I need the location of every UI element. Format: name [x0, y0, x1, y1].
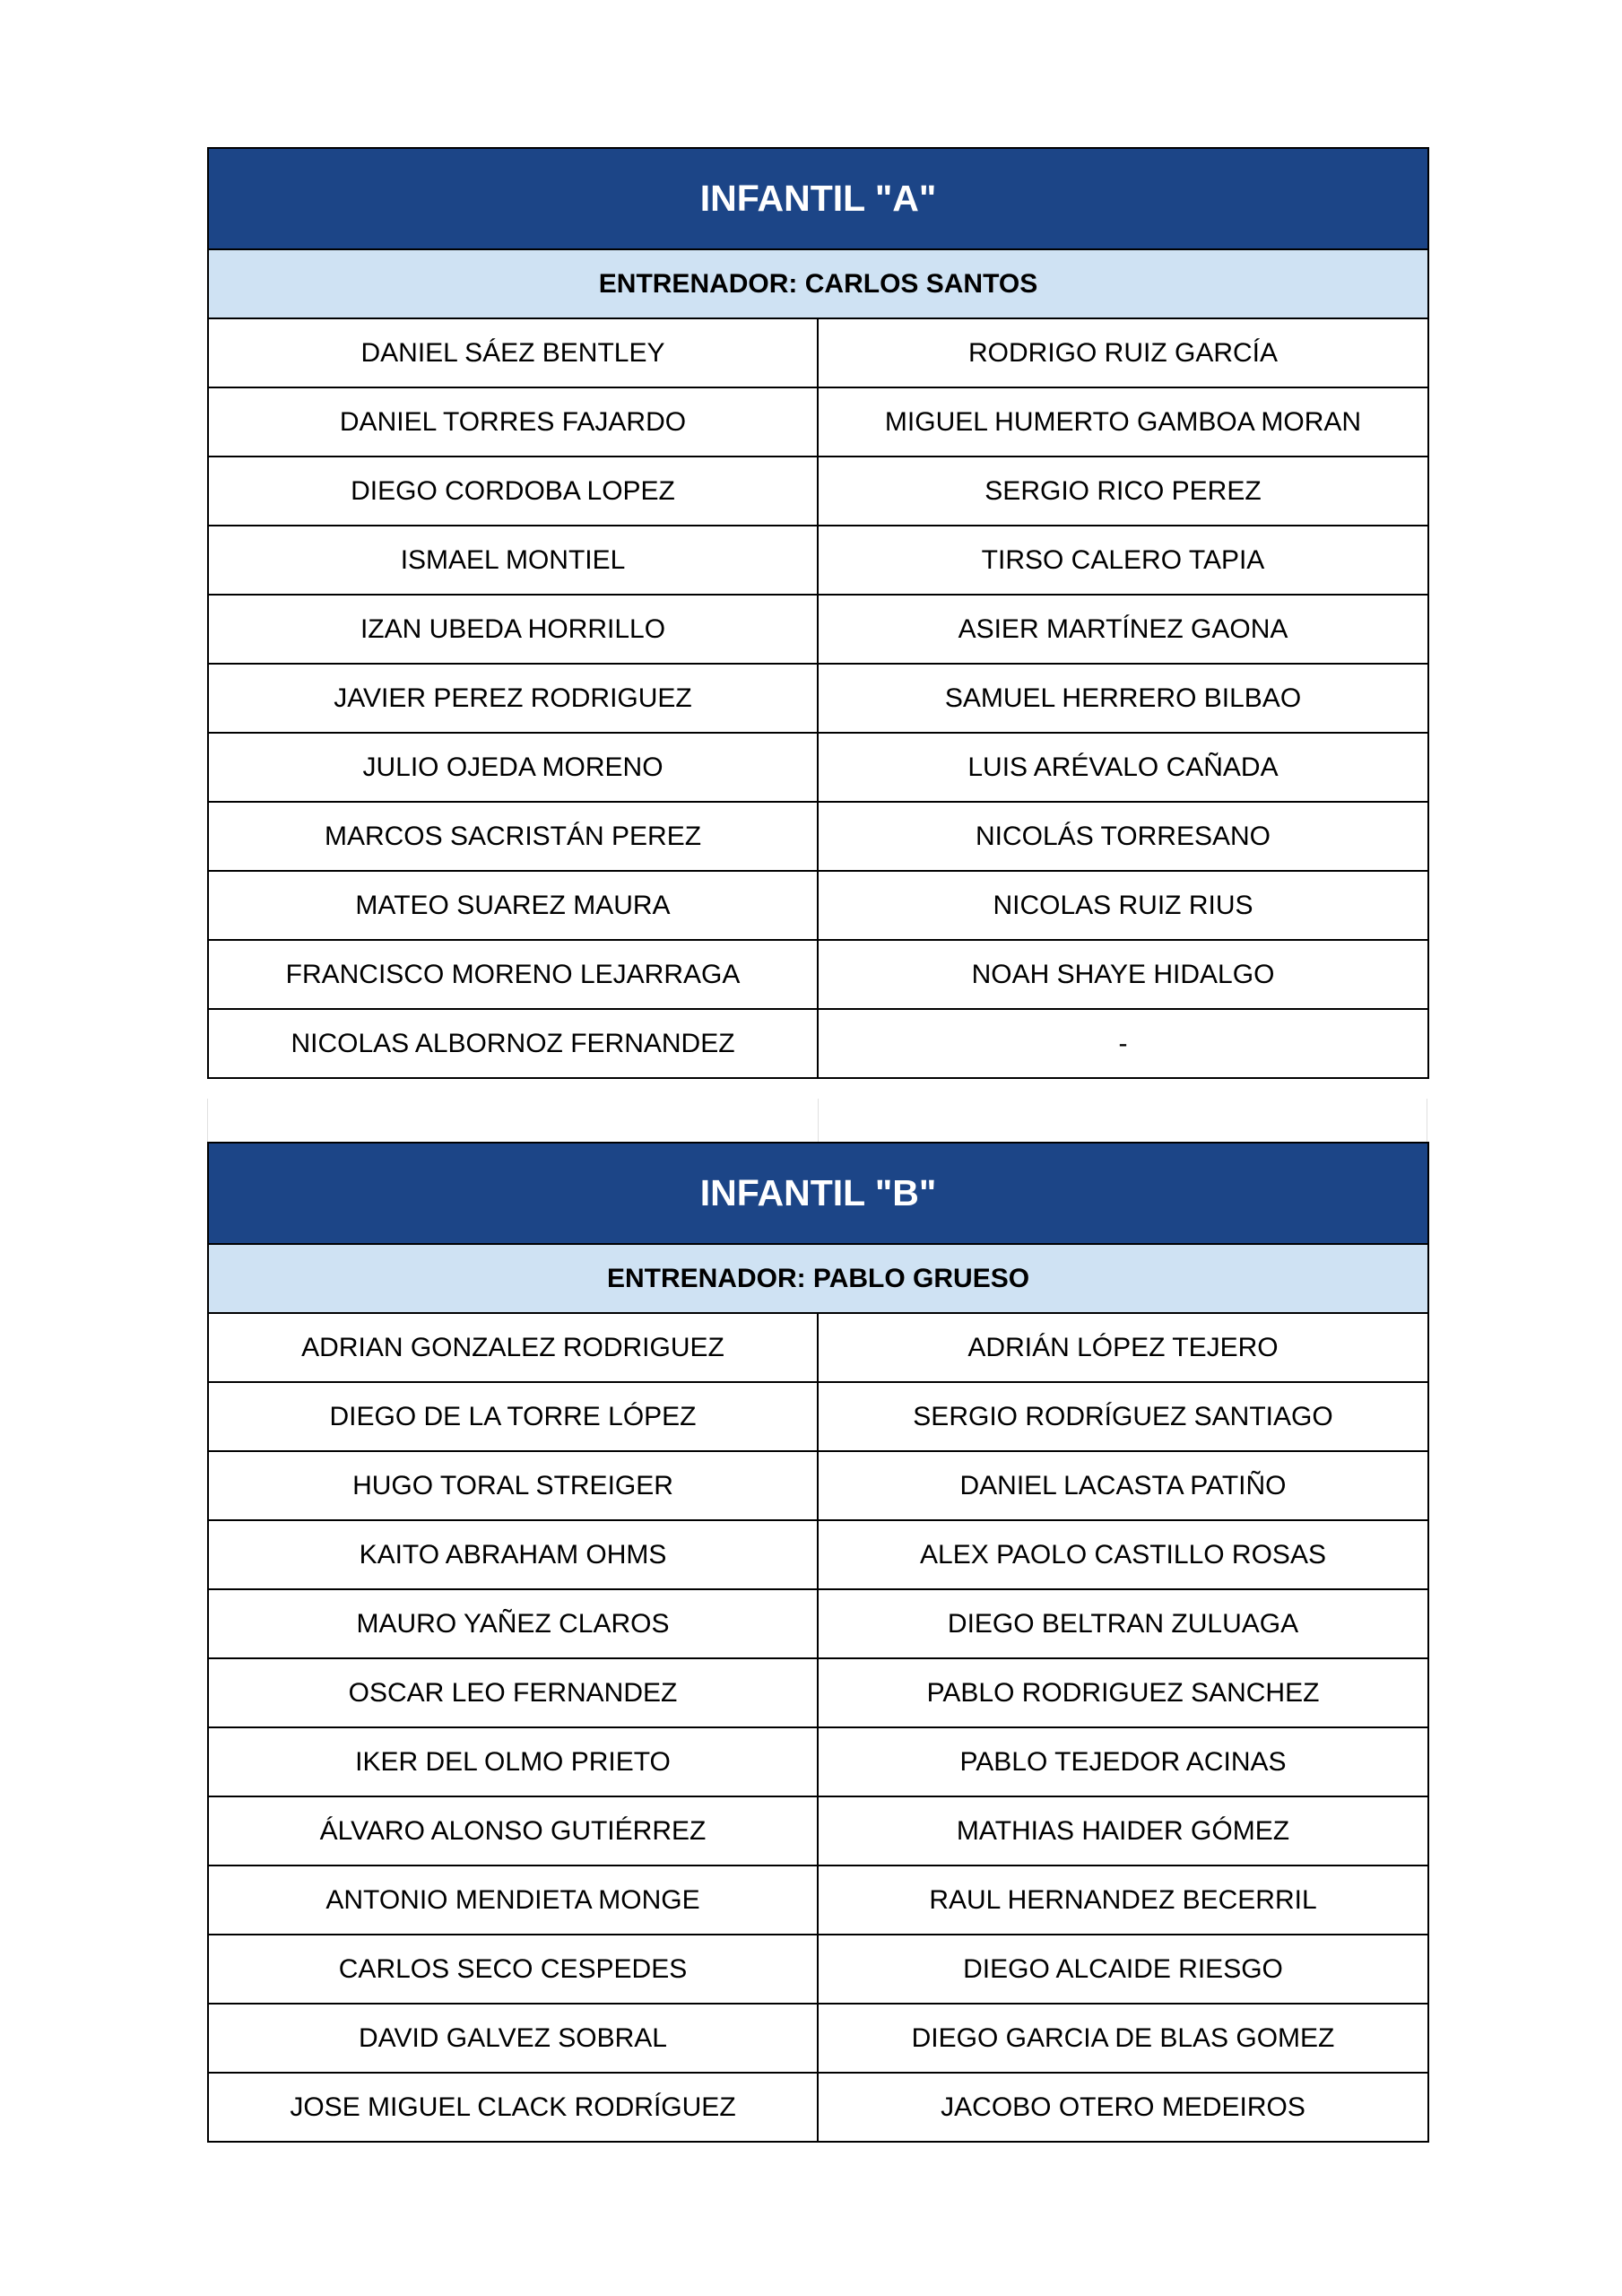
player-row: [208, 2073, 1428, 2142]
player-name-right: NICOLAS RUIZ RIUS: [818, 871, 1428, 940]
player-name-right: PABLO TEJEDOR ACINAS: [818, 1727, 1428, 1796]
player-row: [208, 1382, 1428, 1451]
player-row: [208, 2004, 1428, 2073]
player-name-left: DIEGO CORDOBA LOPEZ: [208, 457, 818, 526]
team-b-section: [207, 1142, 1427, 2143]
player-row: [208, 457, 1428, 526]
player-name-right: TIRSO CALERO TAPIA: [818, 526, 1428, 595]
player-name-left: KAITO ABRAHAM OHMS: [208, 1520, 818, 1589]
player-name-left: DAVID GALVEZ SOBRAL: [208, 2004, 818, 2073]
coach-row: [208, 249, 1428, 318]
player-name-left: IZAN UBEDA HORRILLO: [208, 595, 818, 664]
player-row: [208, 387, 1428, 457]
player-name-right: ALEX PAOLO CASTILLO ROSAS: [818, 1520, 1428, 1589]
player-name-left: CARLOS SECO CESPEDES: [208, 1935, 818, 2004]
player-name-right: LUIS ARÉVALO CAÑADA: [818, 733, 1428, 802]
player-name-left: JULIO OJEDA MORENO: [208, 733, 818, 802]
player-name-left: ISMAEL MONTIEL: [208, 526, 818, 595]
coach-name: ENTRENADOR: PABLO GRUESO: [208, 1244, 1428, 1313]
team-a-section: [207, 147, 1427, 1079]
team-a-table: [207, 147, 1429, 1079]
player-name-left: ADRIAN GONZALEZ RODRIGUEZ: [208, 1313, 818, 1382]
coach-row: [208, 1244, 1428, 1313]
player-name-right: MIGUEL HUMERTO GAMBOA MORAN: [818, 387, 1428, 457]
player-row: [208, 871, 1428, 940]
player-name-left: MARCOS SACRISTÁN PEREZ: [208, 802, 818, 871]
player-name-left: DIEGO DE LA TORRE LÓPEZ: [208, 1382, 818, 1451]
team-a-body: [208, 148, 1428, 1078]
player-row: [208, 1313, 1428, 1382]
player-name-left: IKER DEL OLMO PRIETO: [208, 1727, 818, 1796]
player-name-left: DANIEL SÁEZ BENTLEY: [208, 318, 818, 387]
player-name-right: DANIEL LACASTA PATIÑO: [818, 1451, 1428, 1520]
player-row: [208, 1935, 1428, 2004]
player-row: [208, 1520, 1428, 1589]
player-row: [208, 1451, 1428, 1520]
player-name-left: DANIEL TORRES FAJARDO: [208, 387, 818, 457]
player-row: [208, 664, 1428, 733]
player-row: [208, 1658, 1428, 1727]
player-row: [208, 1727, 1428, 1796]
player-row: [208, 526, 1428, 595]
player-name-right: JACOBO OTERO MEDEIROS: [818, 2073, 1428, 2142]
player-row: [208, 318, 1428, 387]
player-name-right: DIEGO ALCAIDE RIESGO: [818, 1935, 1428, 2004]
player-name-right: -: [818, 1009, 1428, 1078]
team-b-table: [207, 1142, 1429, 2143]
player-row: [208, 733, 1428, 802]
player-name-left: HUGO TORAL STREIGER: [208, 1451, 818, 1520]
player-name-right: MATHIAS HAIDER GÓMEZ: [818, 1796, 1428, 1866]
player-name-right: ADRIÁN LÓPEZ TEJERO: [818, 1313, 1428, 1382]
player-name-right: ASIER MARTÍNEZ GAONA: [818, 595, 1428, 664]
player-name-left: MATEO SUAREZ MAURA: [208, 871, 818, 940]
player-row: [208, 1866, 1428, 1935]
player-row: [208, 1009, 1428, 1078]
player-name-left: NICOLAS ALBORNOZ FERNANDEZ: [208, 1009, 818, 1078]
team-title-row: [208, 1143, 1428, 1244]
spacer-divider: [818, 1099, 819, 1142]
table-spacer: [207, 1099, 1427, 1142]
team-title-row: [208, 148, 1428, 249]
player-name-right: PABLO RODRIGUEZ SANCHEZ: [818, 1658, 1428, 1727]
player-name-left: ÁLVARO ALONSO GUTIÉRREZ: [208, 1796, 818, 1866]
player-name-right: SERGIO RODRÍGUEZ SANTIAGO: [818, 1382, 1428, 1451]
player-row: [208, 1589, 1428, 1658]
player-name-left: JAVIER PEREZ RODRIGUEZ: [208, 664, 818, 733]
player-name-left: MAURO YAÑEZ CLAROS: [208, 1589, 818, 1658]
player-name-right: NICOLÁS TORRESANO: [818, 802, 1428, 871]
player-row: [208, 802, 1428, 871]
player-name-left: JOSE MIGUEL CLACK RODRÍGUEZ: [208, 2073, 818, 2142]
team-b-body: [208, 1143, 1428, 2142]
player-name-right: DIEGO GARCIA DE BLAS GOMEZ: [818, 2004, 1428, 2073]
coach-name: ENTRENADOR: CARLOS SANTOS: [208, 249, 1428, 318]
player-name-right: NOAH SHAYE HIDALGO: [818, 940, 1428, 1009]
player-name-right: SAMUEL HERRERO BILBAO: [818, 664, 1428, 733]
player-name-right: DIEGO BELTRAN ZULUAGA: [818, 1589, 1428, 1658]
player-name-left: FRANCISCO MORENO LEJARRAGA: [208, 940, 818, 1009]
team-title: INFANTIL "A": [208, 148, 1428, 249]
player-name-right: RAUL HERNANDEZ BECERRIL: [818, 1866, 1428, 1935]
player-name-right: SERGIO RICO PEREZ: [818, 457, 1428, 526]
team-title: INFANTIL "B": [208, 1143, 1428, 1244]
player-row: [208, 940, 1428, 1009]
player-name-right: RODRIGO RUIZ GARCÍA: [818, 318, 1428, 387]
player-name-left: ANTONIO MENDIETA MONGE: [208, 1866, 818, 1935]
player-row: [208, 1796, 1428, 1866]
player-name-left: OSCAR LEO FERNANDEZ: [208, 1658, 818, 1727]
player-row: [208, 595, 1428, 664]
